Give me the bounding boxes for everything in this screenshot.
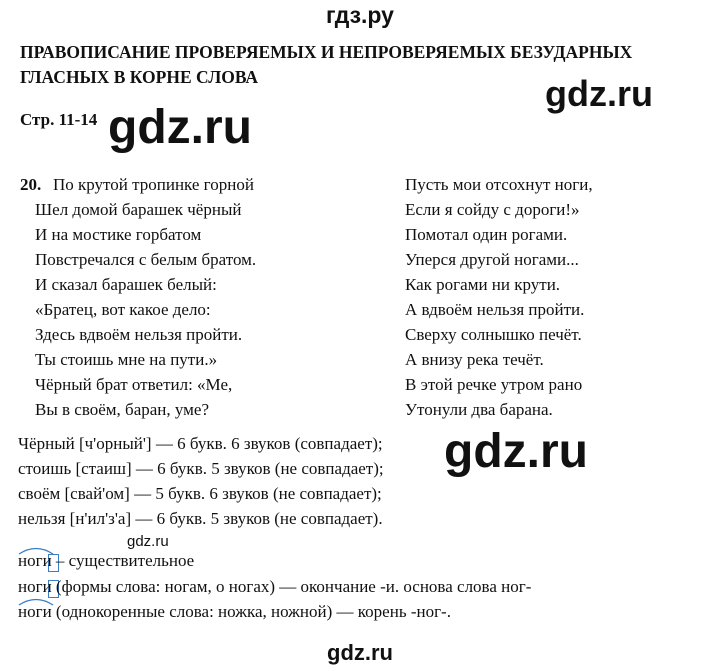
poem-line: И на мостике горбатом <box>35 225 202 244</box>
heading-line-2: ГЛАСНЫХ В КОРНЕ СЛОВА <box>20 67 259 87</box>
poem-line: По крутой тропинке горной <box>53 175 254 194</box>
poem-line: Сверху солнышко печёт. <box>405 325 582 344</box>
morph-text: (формы слова: ногам, о ногах) — окончание -и. основа слова ног- <box>51 577 532 596</box>
phonetic-analysis-line: нельзя [н'ил'з'а] — 6 букв. 5 звуков (не совпадает). <box>18 509 383 528</box>
phonetic-analysis-line: стоишь [стаиш] — 6 букв. 5 звуков (не совпадает); <box>18 459 384 478</box>
poem-line: Если я сойду с дороги!» <box>405 200 580 219</box>
morph-text: (однокоренные слова: ножка, ножной) — корень -ног-. <box>51 602 451 621</box>
poem-line: Чёрный брат ответил: «Ме, <box>35 375 233 394</box>
poem-line: Утонули два барана. <box>405 400 553 419</box>
exercise-number: 20. <box>20 175 42 194</box>
phonetic-analysis-line: своём [свай'ом] — 5 букв. 6 звуков (не совпадает); <box>18 484 382 503</box>
morphology-line <box>18 551 194 571</box>
watermark-top: гдз.ру <box>326 2 394 28</box>
poem-line: Здесь вдвоём нельзя пройти. <box>35 325 243 344</box>
watermark-small: gdz.ru <box>127 533 169 550</box>
page-range: Стр. 11-14 <box>20 110 98 129</box>
watermark-analysis: gdz.ru <box>444 425 588 478</box>
morph-text: – существительное <box>51 551 195 570</box>
watermark-main: gdz.ru <box>108 101 252 154</box>
morph-word: ноги <box>18 551 52 570</box>
poem-line: И сказал барашек белый: <box>35 275 217 294</box>
poem-line: Повстречался с белым братом. <box>35 250 257 269</box>
section-heading <box>20 40 632 90</box>
morph-word: ноги <box>18 577 52 596</box>
poem-line: В этой речке утром рано <box>405 375 583 394</box>
watermark-bottom: gdz.ru <box>327 640 393 665</box>
poem-line: Помотал один рогами. <box>405 225 568 244</box>
watermark-header: gdz.ru <box>545 73 653 114</box>
heading-line-1: ПРАВОПИСАНИЕ ПРОВЕРЯЕМЫХ И НЕПРОВЕРЯЕМЫХ БЕЗУДАРНЫХ <box>20 42 633 62</box>
poem-line: Ты стоишь мне на пути.» <box>35 350 218 369</box>
poem-line: Пусть мои отсохнут ноги, <box>405 175 593 194</box>
poem-line: Как рогами ни крути. <box>405 275 561 294</box>
poem-line: А вдвоём нельзя пройти. <box>405 300 585 319</box>
morph-word: ноги <box>18 602 52 621</box>
phonetic-analysis-line: Чёрный [ч'орный'] — 6 букв. 6 звуков (совпадает); <box>18 434 383 453</box>
poem-line: Вы в своём, баран, уме? <box>35 400 210 419</box>
morphology-line <box>18 602 451 622</box>
poem-line: А внизу река течёт. <box>405 350 544 369</box>
poem-line: Уперся другой ногами... <box>405 250 579 269</box>
morphology-line <box>18 577 531 597</box>
poem-line: Шел домой барашек чёрный <box>35 200 242 219</box>
poem-line: «Братец, вот какое дело: <box>35 300 211 319</box>
